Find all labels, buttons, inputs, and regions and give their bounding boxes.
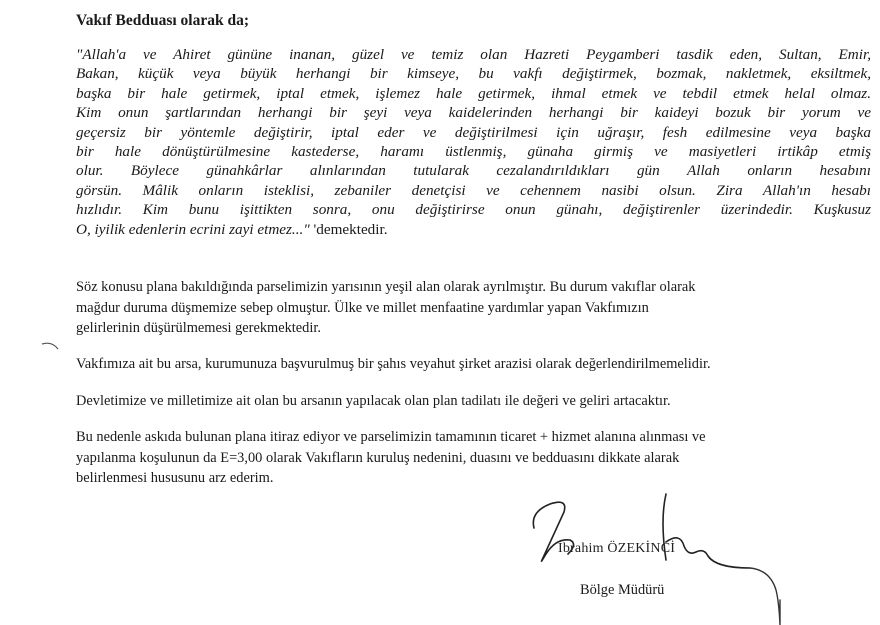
quote-line: O, iyilik edenlerin ecrini zayi etmez..." <box>76 220 310 238</box>
paragraph-land-status <box>76 354 796 375</box>
quote-line: Bakan, küçük veya büyük herhangi bir kimseye, bu vakfı değiştirmek, bozmak, nakletmek, eksiltmek, <box>76 65 871 83</box>
paragraph-green-area <box>76 277 796 339</box>
paragraph-objection-request <box>76 427 796 489</box>
quote-line: bir hale dönüştürülmesine kastederse, haramı üstlenmiş, günaha girmiş ve masiyetleri irtikâp etmiş <box>76 143 871 161</box>
signatory-title: Bölge Müdürü <box>580 582 665 598</box>
section-heading: Vakıf Bedduası olarak da; <box>76 12 249 29</box>
quote-line: olur. Böylece günahkârlar alınlarından tutularak cezalandırıldıkları gün Allah onların hesabını <box>76 162 871 180</box>
quote-line: geçersiz bir yöntemle değiştirir, iptal eder ve değiştirilmesi için uğraşır, fesh edilmesine veya başka <box>76 123 871 141</box>
paragraph-line: Devletimize ve milletimize ait olan bu arsanın yapılacak olan plan tadilatı ile değeri ve geliri artacaktır. <box>76 393 671 409</box>
paragraph-line: gelirlerinin düşürülmemesi gerekmektedir. <box>76 320 321 337</box>
quote-line: Kim onun şartlarından herhangi bir şeyi veya kaidelerinden herhangi bir kaideyi bozuk bir yorum ve <box>76 104 871 122</box>
quote-line: görsün. Mâlik onların isteklisi, zebaniler denetçisi ve cehennem nasibi olsun. Zira Allah'ın hesabı <box>76 181 871 199</box>
quote-line: hızlıdır. Kim bunu işittikten sonra, onu değiştirirse onun günahı, değiştirenler üzerindedir. Kuşkusuz <box>76 201 871 219</box>
paragraph-line: belirlenmesi hususunu arz ederim. <box>76 470 274 487</box>
paragraph-line: Söz konusu plana bakıldığında parselimizin yarısının yeşil alan olarak ayrılmıştır. Bu durum vakıflar olarak <box>76 279 696 295</box>
margin-pen-mark <box>40 340 62 354</box>
endowment-curse-quote <box>76 45 879 239</box>
signatory-name: İbrahim ÖZEKİNCİ <box>558 541 676 556</box>
paragraph-line: Bu nedenle askıda bulunan plana itiraz ediyor ve parselimizin tamamının ticaret + hizmet alanına alınması ve <box>76 429 706 445</box>
paragraph-line: Vakfımıza ait bu arsa, kurumunuza başvurulmuş bir şahıs veyahut şirket arazisi olarak değerlendirilmemelidir. <box>76 356 711 372</box>
quote-tail: 'demektedir. <box>309 220 388 238</box>
quote-line: başka bir hale getirmek, iptal etmek, işlemez hale getirmek, ihmal etmek ve tebdil etmek helal olmaz. <box>76 84 871 102</box>
paragraph-line: mağdur duruma düşmemize sebep olmuştur. Ülke ve millet menfaatine yardımlar yapan Vakfımızın <box>76 299 649 316</box>
quote-line: "Allah'a ve Ahiret gününe inanan, güzel ve temiz olan Hazreti Peygamberi tasdik eden, Sultan, Emir, <box>76 46 871 63</box>
handwritten-signature <box>520 490 880 625</box>
quote-last-line <box>76 220 871 239</box>
paragraph-value-increase <box>76 391 796 412</box>
signature-block <box>520 490 880 625</box>
paragraph-line: yapılanma koşulunun da E=3,00 olarak Vakıfların kuruluş nedenini, duasını ve bedduasını dikkate alarak <box>76 449 680 466</box>
